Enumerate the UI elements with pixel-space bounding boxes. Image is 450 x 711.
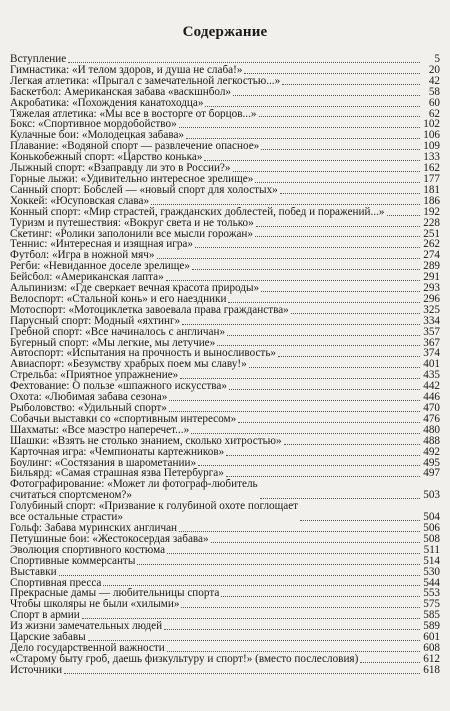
toc-entry — [10, 578, 440, 589]
toc-entry — [10, 272, 440, 283]
page-title: Содержание — [182, 24, 268, 40]
toc-entry-page-number: 20 — [428, 63, 440, 76]
toc-entry — [10, 348, 440, 359]
toc-entry — [10, 556, 440, 567]
dot-leader — [182, 324, 420, 325]
toc-entry-page-number: 109 — [423, 140, 440, 153]
toc-entry-page-number: 470 — [423, 402, 440, 414]
toc-entry — [10, 534, 440, 545]
toc-entry-page-number: 503 — [423, 489, 440, 502]
toc-entry-title: Источники — [10, 664, 63, 676]
toc-entry — [10, 479, 440, 501]
toc-entry — [10, 403, 440, 414]
toc-entry-page-number: 608 — [423, 641, 440, 654]
toc-entry — [10, 109, 440, 120]
toc-entry-page-number: 177 — [423, 172, 440, 185]
toc-entry-page-number: 228 — [423, 216, 440, 229]
toc-entry-title: «Старому быту гроб, даешь физкультуру и спорт!» (вместо послесловия) — [10, 653, 359, 665]
toc-entry-page-number: 514 — [423, 554, 440, 567]
toc-entry-page-number: 612 — [423, 652, 440, 665]
toc-entry-title: Бильярд: «Самая страшная язва Петербурга» — [10, 468, 224, 480]
toc-entry-title: Лыжный спорт: «Взаправду ли это в России?» — [10, 163, 231, 174]
toc-entry-title: Из жизни замечательных людей — [10, 621, 163, 633]
toc-entry-page-number: 442 — [423, 380, 440, 393]
dot-leader — [227, 335, 420, 336]
toc-entry-page-number: 618 — [423, 663, 440, 676]
toc-entry — [10, 414, 440, 425]
toc-entry — [10, 152, 440, 163]
dot-leader — [103, 585, 420, 586]
toc-entry-title: Конькобежный спорт: «Царство конька» — [10, 152, 203, 164]
toc-entry-title: Спорт в армии — [10, 610, 80, 622]
toc-entry — [10, 65, 440, 76]
toc-entry-page-number: 325 — [423, 303, 440, 316]
toc-entry-page-number: 186 — [423, 194, 440, 207]
dot-leader — [137, 564, 420, 565]
toc-entry-page-number: 544 — [423, 576, 440, 589]
dot-leader — [157, 258, 421, 259]
toc-entry-title-line: Голубиный спорт: «Призвание к голубиной охоте поглощает — [10, 501, 299, 513]
toc-entry-title: Горные лыжи: «Удивительно интересное зрелище» — [10, 173, 254, 185]
dot-leader — [166, 280, 420, 281]
toc-entry-title: Шахматы: «Все маэстро наперечет...» — [10, 424, 190, 436]
toc-entry-page-number: 291 — [423, 271, 440, 284]
toc-entry — [10, 610, 440, 621]
toc-entry-page-number: 181 — [423, 183, 440, 196]
dot-leader — [167, 651, 420, 652]
toc-entry-page-number: 495 — [423, 456, 440, 469]
toc-entry-title: Регби: «Невиданное доселе зрелище» — [10, 261, 190, 273]
dot-leader — [261, 149, 420, 150]
dot-leader — [255, 182, 420, 183]
toc-entry — [10, 239, 440, 250]
toc-entry-page-number: 162 — [423, 162, 440, 175]
toc-entry-title: Кулачные бои: «Молодецкая забава» — [10, 130, 185, 142]
toc-entry-page-number: 106 — [423, 129, 440, 142]
toc-entry-title: Гимнастика: «И телом здоров, и душа не слаба!» — [10, 64, 243, 76]
toc-entry-title: Автоспорт: «Испытания на прочность и выносливость» — [10, 348, 277, 360]
toc-entry — [10, 381, 440, 392]
dot-leader — [82, 618, 420, 619]
dot-leader — [88, 640, 420, 641]
toc-entry-title: Бейсбол: «Американская лапта» — [10, 272, 164, 284]
toc-entry — [10, 327, 440, 338]
toc-entry-title: Охота: «Любимая забава сезона» — [10, 392, 168, 403]
toc-entry-page-number: 192 — [423, 205, 440, 218]
dot-leader — [180, 378, 420, 379]
dot-leader — [204, 160, 420, 161]
toc-entry-title-line: Фотографирование: «Может ли фотограф-любитель — [10, 479, 258, 491]
toc-entry-page-number: 367 — [423, 336, 440, 349]
toc-entry — [10, 229, 440, 240]
toc-entry-title: Футбол: «Игра в ножной мяч» — [10, 250, 155, 262]
toc-entry-title: Плавание: «Водяной спорт — развлечение опасное» — [10, 141, 260, 153]
toc-entry-title-line: все остальные страсти» — [10, 511, 123, 523]
toc-entry-page-number: 262 — [423, 238, 440, 251]
toc-entry-page-number: 476 — [423, 412, 440, 425]
toc-entry — [10, 76, 440, 87]
toc-entry-page-number: 511 — [423, 543, 440, 556]
toc-entry — [10, 643, 440, 654]
toc-entry — [10, 185, 440, 196]
dot-leader — [244, 73, 420, 74]
toc-entry-title: Санный спорт: Бобслей — «новый спорт для холостых» — [10, 184, 278, 196]
toc-entry — [10, 98, 440, 109]
dot-leader — [195, 247, 420, 248]
toc-entry — [10, 501, 440, 523]
toc-entry-page-number: 589 — [423, 620, 440, 633]
toc-entry — [10, 588, 440, 599]
toc-entry-page-number: 401 — [423, 358, 440, 371]
dot-leader — [211, 542, 420, 543]
toc-entry-page-number: 102 — [423, 118, 440, 131]
dot-leader — [256, 226, 420, 227]
table-of-contents — [10, 54, 440, 676]
toc-entry-title: Легкая атлетика: «Прыгал с замечательной легкостью...» — [10, 75, 281, 87]
toc-entry — [10, 207, 440, 218]
toc-entry-page-number: 488 — [423, 434, 440, 447]
toc-entry — [10, 261, 440, 272]
dot-leader — [167, 553, 420, 554]
toc-entry — [10, 370, 440, 381]
toc-entry — [10, 338, 440, 349]
toc-entry-page-number: 492 — [423, 445, 440, 458]
toc-entry-page-number: 446 — [423, 391, 440, 404]
toc-entry — [10, 130, 440, 141]
toc-entry-page-number: 601 — [423, 631, 440, 644]
toc-entry-title: Стрельба: «Приятное упражнение» — [10, 370, 179, 382]
toc-entry-page-number: 585 — [423, 609, 440, 622]
toc-entry — [10, 174, 440, 185]
toc-entry-title: Велоспорт: «Стальной конь» и его наездники — [10, 293, 227, 305]
toc-entry — [10, 425, 440, 436]
toc-entry-page-number: 289 — [423, 260, 440, 273]
toc-entry — [10, 545, 440, 556]
dot-leader — [226, 455, 420, 456]
dot-leader — [64, 673, 420, 674]
toc-entry — [10, 523, 440, 534]
dot-leader — [260, 498, 420, 499]
toc-entry-title: Вступление — [10, 54, 67, 65]
dot-leader — [233, 171, 421, 172]
toc-entry — [10, 468, 440, 479]
toc-entry-title: Акробатика: «Похождения канатоходца» — [10, 97, 204, 109]
dot-leader — [291, 313, 420, 314]
toc-entry-title: Шашки: «Взять не столько знанием, сколько хитростью» — [10, 435, 282, 447]
toc-entry-title: Бугерный спорт: «Мы легкие, мы летучие» — [10, 337, 216, 349]
dot-leader — [280, 193, 420, 194]
toc-entry-title: Фехтование: О пользе «шпажного искусства» — [10, 381, 227, 393]
toc-entry-page-number: 504 — [423, 511, 440, 524]
toc-entry-page-number: 62 — [428, 107, 440, 120]
toc-entry-title: Спортивная пресса — [10, 577, 102, 589]
toc-entry-title: Баскетбол: Американская забава «васкшнбол» — [10, 86, 232, 98]
dot-leader — [282, 84, 420, 85]
toc-entry-title: Эволюция спортивного костюма — [10, 544, 166, 556]
toc-entry — [10, 392, 440, 403]
dot-leader — [255, 236, 420, 237]
toc-entry-page-number: 296 — [423, 292, 440, 305]
toc-entry-title: Петушиные бои: «Жестокосердая забава» — [10, 533, 209, 545]
toc-entry — [10, 305, 440, 316]
toc-entry-title: Бокс: «Спортивное мордобойство» — [10, 119, 177, 131]
toc-entry-title: Боулинг: «Состязания в шарометании» — [10, 457, 197, 469]
dot-leader — [179, 127, 420, 128]
dot-leader — [278, 356, 420, 357]
toc-entry — [10, 567, 440, 578]
toc-entry — [10, 458, 440, 469]
toc-entry-title: Выставки — [10, 566, 57, 578]
toc-entry-title: Парусный спорт: Модный «яхтинг» — [10, 315, 181, 327]
toc-entry-title: Конный спорт: «Мир страстей, гражданских доблестей, побед и поражений...» — [10, 206, 385, 218]
toc-entry — [10, 283, 440, 294]
dot-leader — [387, 215, 420, 216]
dot-leader — [228, 302, 420, 303]
dot-leader — [205, 106, 420, 107]
toc-entry-page-number: 133 — [423, 151, 440, 164]
dot-leader — [179, 531, 420, 532]
dot-leader — [259, 116, 421, 117]
toc-entry — [10, 218, 440, 229]
toc-entry-title: Дело государственной важности — [10, 642, 165, 654]
toc-entry — [10, 87, 440, 98]
dot-leader — [233, 95, 420, 96]
toc-entry-title: Авиаспорт: «Безумству храбрых поем мы славу!» — [10, 359, 247, 371]
toc-entry-page-number: 274 — [423, 249, 440, 262]
dot-leader — [217, 345, 420, 346]
toc-entry-title: Карточная игра: «Чемпионаты картежников» — [10, 446, 225, 458]
toc-entry — [10, 141, 440, 152]
dot-leader — [360, 662, 420, 663]
toc-entry-page-number: 497 — [423, 467, 440, 480]
toc-entry-page-number: 553 — [423, 587, 440, 600]
toc-entry — [10, 632, 440, 643]
dot-leader — [300, 520, 420, 521]
dot-leader — [284, 444, 420, 445]
toc-entry-page-number: 506 — [423, 521, 440, 534]
toc-entry-title: Царские забавы — [10, 632, 86, 643]
toc-entry-title: Собачьи выставки со «спортивным интересом» — [10, 413, 237, 425]
dot-leader — [191, 433, 420, 434]
toc-entry-title: Хоккей: «Юсуповская слава» — [10, 195, 150, 207]
toc-entry — [10, 54, 440, 65]
toc-entry-title: Теннис: «Интересная и изящная игра» — [10, 239, 193, 251]
dot-leader — [186, 138, 420, 139]
toc-entry-title: Рыболовство: «Удильный спорт» — [10, 403, 167, 414]
toc-entry — [10, 654, 440, 665]
toc-entry-page-number: 435 — [423, 369, 440, 382]
dot-leader — [192, 269, 420, 270]
toc-entry-title: Гольф: Забава муринских англичан — [10, 522, 178, 534]
dot-leader — [164, 629, 420, 630]
toc-entry-page-number: 508 — [423, 532, 440, 545]
toc-entry-page-number: 357 — [423, 325, 440, 338]
toc-entry-page-number: 42 — [428, 74, 440, 87]
toc-entry-title: Скетинг: «Ролики заполонили все мысли горожан» — [10, 228, 253, 240]
toc-entry-page-number: 251 — [423, 227, 440, 240]
toc-entry-title — [10, 501, 298, 523]
toc-entry-title: Альпинизм: «Где сверкает вечная красота природы» — [10, 283, 260, 294]
dot-leader — [229, 389, 420, 390]
toc-entry — [10, 119, 440, 130]
toc-entry — [10, 599, 440, 610]
dot-leader — [221, 596, 420, 597]
toc-entry-title: Туризм и путешествия: «Вокруг света и не только» — [10, 217, 254, 229]
dot-leader — [169, 411, 420, 412]
toc-entry — [10, 621, 440, 632]
toc-entry — [10, 436, 440, 447]
toc-entry — [10, 196, 440, 207]
toc-entry — [10, 665, 440, 676]
toc-entry-page-number: 58 — [428, 85, 440, 98]
dot-leader — [68, 62, 420, 63]
dot-leader — [226, 476, 420, 477]
toc-entry-page-number: 334 — [423, 314, 440, 327]
dot-leader — [249, 367, 420, 368]
toc-entry-page-number: 480 — [423, 423, 440, 436]
toc-entry-page-number: 530 — [423, 565, 440, 578]
toc-entry-title: Мотоспорт: «Мотоциклетка завоевала права гражданства» — [10, 304, 289, 316]
toc-entry-page-number: 575 — [423, 598, 440, 611]
dot-leader — [181, 607, 420, 608]
dot-leader — [151, 204, 420, 205]
dot-leader — [238, 422, 420, 423]
toc-entry-page-number: 5 — [434, 53, 440, 65]
toc-entry-title: Прекрасные дамы — любительницы спорта — [10, 588, 220, 600]
toc-entry-page-number: 293 — [423, 282, 440, 295]
toc-entry — [10, 250, 440, 261]
toc-entry — [10, 316, 440, 327]
dot-leader — [261, 291, 420, 292]
toc-entry-title — [10, 479, 258, 501]
toc-entry-page-number: 374 — [423, 347, 440, 360]
toc-entry-title: Спортивные коммерсанты — [10, 555, 136, 567]
toc-entry-page-number: 60 — [428, 96, 440, 109]
dot-leader — [169, 400, 420, 401]
toc-entry — [10, 294, 440, 305]
toc-entry — [10, 163, 440, 174]
dot-leader — [59, 575, 420, 576]
toc-entry-title: Чтобы школяры не были «хилыми» — [10, 599, 180, 611]
toc-entry-title: Гребной спорт: «Все начиналось с англичан» — [10, 326, 226, 338]
toc-entry — [10, 359, 440, 370]
toc-entry — [10, 447, 440, 458]
toc-entry-title-line: считаться спортсменом?» — [10, 489, 132, 502]
dot-leader — [198, 465, 420, 466]
toc-entry-title: Тяжелая атлетика: «Мы все в восторге от борцов...» — [10, 108, 257, 120]
